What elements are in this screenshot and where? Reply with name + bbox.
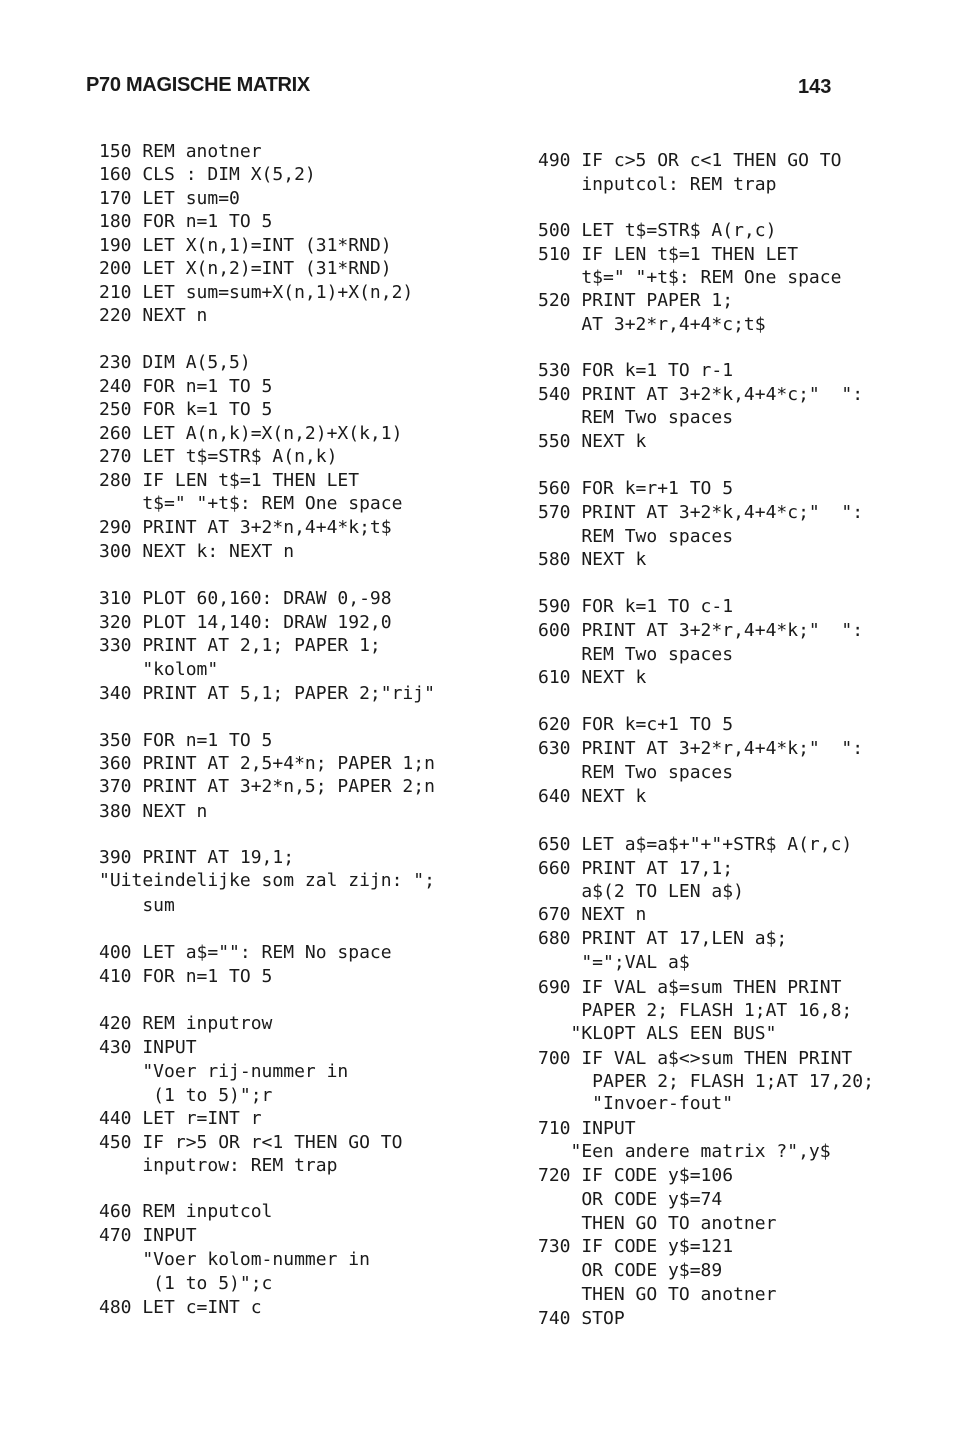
code-line: OR CODE y$=89: [538, 1260, 723, 1281]
code-line: 290 PRINT AT 3+2*n,4+4*k;t$: [99, 517, 392, 538]
code-line: 410 FOR n=1 TO 5: [99, 966, 273, 987]
code-line: t$=" "+t$: REM One space: [538, 267, 842, 288]
code-line: 570 PRINT AT 3+2*k,4+4*c;" ":: [538, 502, 864, 523]
code-line: 370 PRINT AT 3+2*n,5; PAPER 2;n: [99, 776, 435, 797]
code-line: AT 3+2*r,4+4*c;t$: [538, 314, 766, 335]
code-line: 190 LET X(n,1)=INT (31*RND): [99, 235, 392, 256]
code-line: REM Two spaces: [538, 407, 734, 428]
code-line: 540 PRINT AT 3+2*k,4+4*c;" ":: [538, 384, 864, 405]
code-line: 460 REM inputcol: [99, 1201, 273, 1222]
code-line: 550 NEXT k: [538, 431, 647, 452]
code-line: 500 LET t$=STR$ A(r,c): [538, 220, 777, 241]
code-line: 240 FOR n=1 TO 5: [99, 376, 273, 397]
code-line: 390 PRINT AT 19,1;: [99, 847, 295, 868]
code-line: "=";VAL a$: [538, 952, 690, 973]
code-line: inputcol: REM trap: [538, 174, 777, 195]
code-line: "Invoer-fout": [538, 1093, 734, 1114]
code-line: 300 NEXT k: NEXT n: [99, 541, 295, 562]
code-line: 520 PRINT PAPER 1;: [538, 290, 734, 311]
code-line: inputrow: REM trap: [99, 1155, 338, 1176]
code-line: 710 INPUT: [538, 1118, 636, 1139]
code-line: 270 LET t$=STR$ A(n,k): [99, 446, 338, 467]
code-line: "Voer rij-nummer in: [99, 1061, 349, 1082]
code-line: 180 FOR n=1 TO 5: [99, 211, 273, 232]
code-line: 580 NEXT k: [538, 549, 647, 570]
code-line: 600 PRINT AT 3+2*r,4+4*k;" ":: [538, 620, 864, 641]
code-line: 150 REM anotner: [99, 141, 262, 162]
code-line: (1 to 5)";c: [99, 1273, 273, 1294]
code-line: 660 PRINT AT 17,1;: [538, 858, 734, 879]
code-line: 320 PLOT 14,140: DRAW 192,0: [99, 612, 392, 633]
code-line: 330 PRINT AT 2,1; PAPER 1;: [99, 635, 381, 656]
code-line: 720 IF CODE y$=106: [538, 1165, 734, 1186]
code-line: 400 LET a$="": REM No space: [99, 942, 392, 963]
code-line: (1 to 5)";r: [99, 1085, 273, 1106]
page-title: P70 MAGISCHE MATRIX: [86, 74, 310, 96]
code-line: THEN GO TO anotner: [538, 1213, 777, 1234]
code-line: 350 FOR n=1 TO 5: [99, 730, 273, 751]
code-line: 380 NEXT n: [99, 801, 208, 822]
code-line: 670 NEXT n: [538, 904, 647, 925]
page-number: 143: [798, 76, 832, 98]
code-line: 170 LET sum=0: [99, 188, 240, 209]
code-line: "Uiteindelijke som zal zijn: ";: [99, 870, 435, 891]
code-line: 210 LET sum=sum+X(n,1)+X(n,2): [99, 282, 414, 303]
code-line: 160 CLS : DIM X(5,2): [99, 164, 316, 185]
code-line: 700 IF VAL a$<>sum THEN PRINT: [538, 1048, 853, 1069]
code-line: REM Two spaces: [538, 526, 734, 547]
code-line: PAPER 2; FLASH 1;AT 16,8;: [538, 1000, 853, 1021]
code-line: "KLOPT ALS EEN BUS": [538, 1023, 777, 1044]
code-line: 620 FOR k=c+1 TO 5: [538, 714, 734, 735]
code-line: 730 IF CODE y$=121: [538, 1236, 734, 1257]
code-line: 680 PRINT AT 17,LEN a$;: [538, 928, 788, 949]
code-line: REM Two spaces: [538, 762, 734, 783]
code-line: 740 STOP: [538, 1308, 625, 1329]
code-line: 430 INPUT: [99, 1037, 197, 1058]
code-line: 220 NEXT n: [99, 305, 208, 326]
code-line: 560 FOR k=r+1 TO 5: [538, 478, 734, 499]
code-line: OR CODE y$=74: [538, 1189, 723, 1210]
code-line: 490 IF c>5 OR c<1 THEN GO TO: [538, 150, 842, 171]
code-line: 610 NEXT k: [538, 667, 647, 688]
code-line: 590 FOR k=1 TO c-1: [538, 596, 734, 617]
code-line: 510 IF LEN t$=1 THEN LET: [538, 244, 799, 265]
code-line: REM Two spaces: [538, 644, 734, 665]
code-line: 280 IF LEN t$=1 THEN LET: [99, 470, 360, 491]
code-line: THEN GO TO anotner: [538, 1284, 777, 1305]
code-line: "kolom": [99, 659, 219, 680]
code-line: PAPER 2; FLASH 1;AT 17,20;: [538, 1071, 874, 1092]
code-line: 230 DIM A(5,5): [99, 352, 251, 373]
code-line: 310 PLOT 60,160: DRAW 0,-98: [99, 588, 392, 609]
code-line: 450 IF r>5 OR r<1 THEN GO TO: [99, 1132, 403, 1153]
code-line: t$=" "+t$: REM One space: [99, 493, 403, 514]
code-line: 530 FOR k=1 TO r-1: [538, 360, 734, 381]
code-line: 690 IF VAL a$=sum THEN PRINT: [538, 977, 842, 998]
code-line: 470 INPUT: [99, 1225, 197, 1246]
code-line: a$(2 TO LEN a$): [538, 881, 744, 902]
code-line: 640 NEXT k: [538, 786, 647, 807]
code-line: 250 FOR k=1 TO 5: [99, 399, 273, 420]
code-line: 360 PRINT AT 2,5+4*n; PAPER 1;n: [99, 753, 435, 774]
code-line: "Voer kolom-nummer in: [99, 1249, 370, 1270]
code-line: 650 LET a$=a$+"+"+STR$ A(r,c): [538, 834, 853, 855]
code-line: 260 LET A(n,k)=X(n,2)+X(k,1): [99, 423, 403, 444]
code-line: 200 LET X(n,2)=INT (31*RND): [99, 258, 392, 279]
code-line: 440 LET r=INT r: [99, 1108, 262, 1129]
code-line: sum: [99, 895, 175, 916]
code-line: 340 PRINT AT 5,1; PAPER 2;"rij": [99, 683, 435, 704]
code-line: 480 LET c=INT c: [99, 1297, 262, 1318]
code-line: "Een andere matrix ?",y$: [538, 1141, 831, 1162]
code-line: 630 PRINT AT 3+2*r,4+4*k;" ":: [538, 738, 864, 759]
code-line: 420 REM inputrow: [99, 1013, 273, 1034]
